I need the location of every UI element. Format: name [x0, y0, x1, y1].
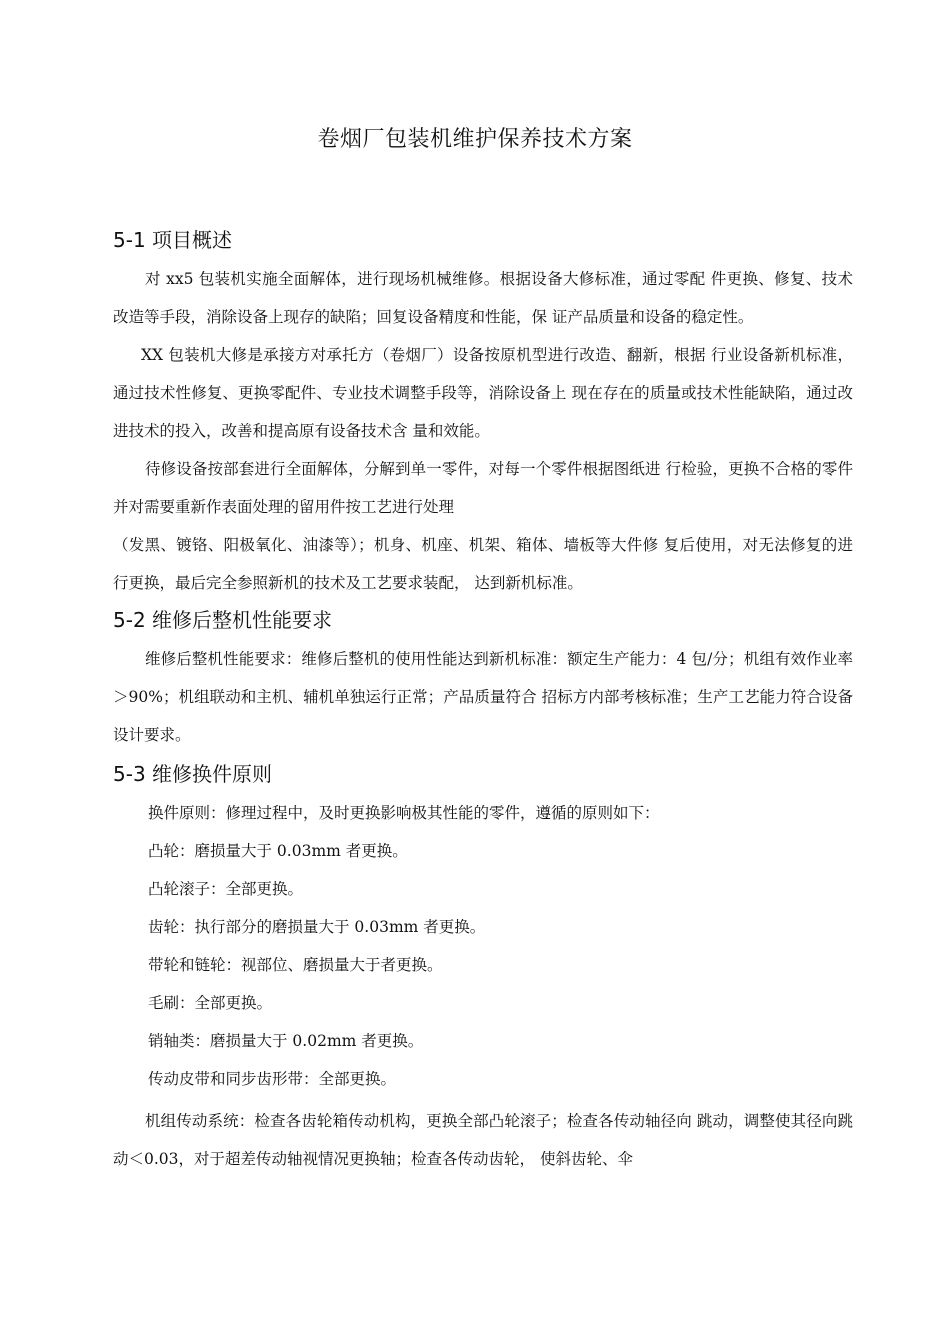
- section-heading-5-3: 5-3 维修换件原则: [113, 762, 273, 786]
- paragraph: 待修设备按部套进行全面解体，分解到单一零件，对每一个零件根据图纸进 行检验，更换不合格的零件并对需要重新作表面处理的留用件按工艺进行处理: [113, 460, 853, 516]
- paragraph: 对 xx5 包装机实施全面解体，进行现场机械维修。根据设备大修标准，通过零配 件更换、修复、技术改造等手段，消除设备上现存的缺陷；回复设备精度和性能，保 证产品质量和设备的稳定性。: [113, 270, 853, 326]
- list-item: 换件原则：修理过程中，及时更换影响极其性能的零件，遵循的原则如下：: [148, 804, 660, 822]
- list-item: 毛刷：全部更换。: [148, 994, 273, 1012]
- paragraph: XX 包装机大修是承接方对承托方（卷烟厂）设备按原机型进行改造、翻新，根据 行业设备新机标准，通过技术性修复、更换零配件、专业技术调整手段等，消除设备上 现在存在的质量或技术性能缺陷，通过改进技术的投入，改善和提高原有设备技术含 量和效能。: [113, 346, 853, 440]
- list-item: 传动皮带和同步齿形带：全部更换。: [148, 1070, 397, 1088]
- list-item: 带轮和链轮：视部位、磨损量大于者更换。: [148, 956, 443, 974]
- section-heading-5-1: 5-1 项目概述: [113, 228, 233, 252]
- list-item: 凸轮：磨损量大于 0.03mm 者更换。: [148, 842, 408, 860]
- document-body: [113, 226, 853, 1178]
- document-title: 卷烟厂包装机维护保养技术方案: [317, 127, 633, 152]
- section-heading-5-2: 5-2 维修后整机性能要求: [113, 608, 333, 632]
- list-item: 凸轮滚子：全部更换。: [148, 880, 304, 898]
- list-item: 销轴类：磨损量大于 0.02mm 者更换。: [148, 1032, 424, 1050]
- paragraph: 机组传动系统：检查各齿轮箱传动机构，更换全部凸轮滚子；检查各传动轴径向 跳动，调整使其径向跳动＜0.03，对于超差传动轴视情况更换轴；检查各传动齿轮， 使斜齿轮、伞: [113, 1112, 853, 1168]
- paragraph: （发黑、镀铬、阳极氧化、油漆等）；机身、机座、机架、箱体、墙板等大件修 复后使用，对无法修复的进行更换，最后完全参照新机的技术及工艺要求装配， 达到新机标准。: [113, 536, 853, 592]
- list-item: 齿轮：执行部分的磨损量大于 0.03mm 者更换。: [148, 918, 486, 936]
- paragraph: 维修后整机性能要求：维修后整机的使用性能达到新机标准：额定生产能力：4 包/分；机组有效作业率＞90%；机组联动和主机、辅机单独运行正常；产品质量符合 招标方内部考核标准；生产工艺能力符合设备设计要求。: [113, 650, 853, 744]
